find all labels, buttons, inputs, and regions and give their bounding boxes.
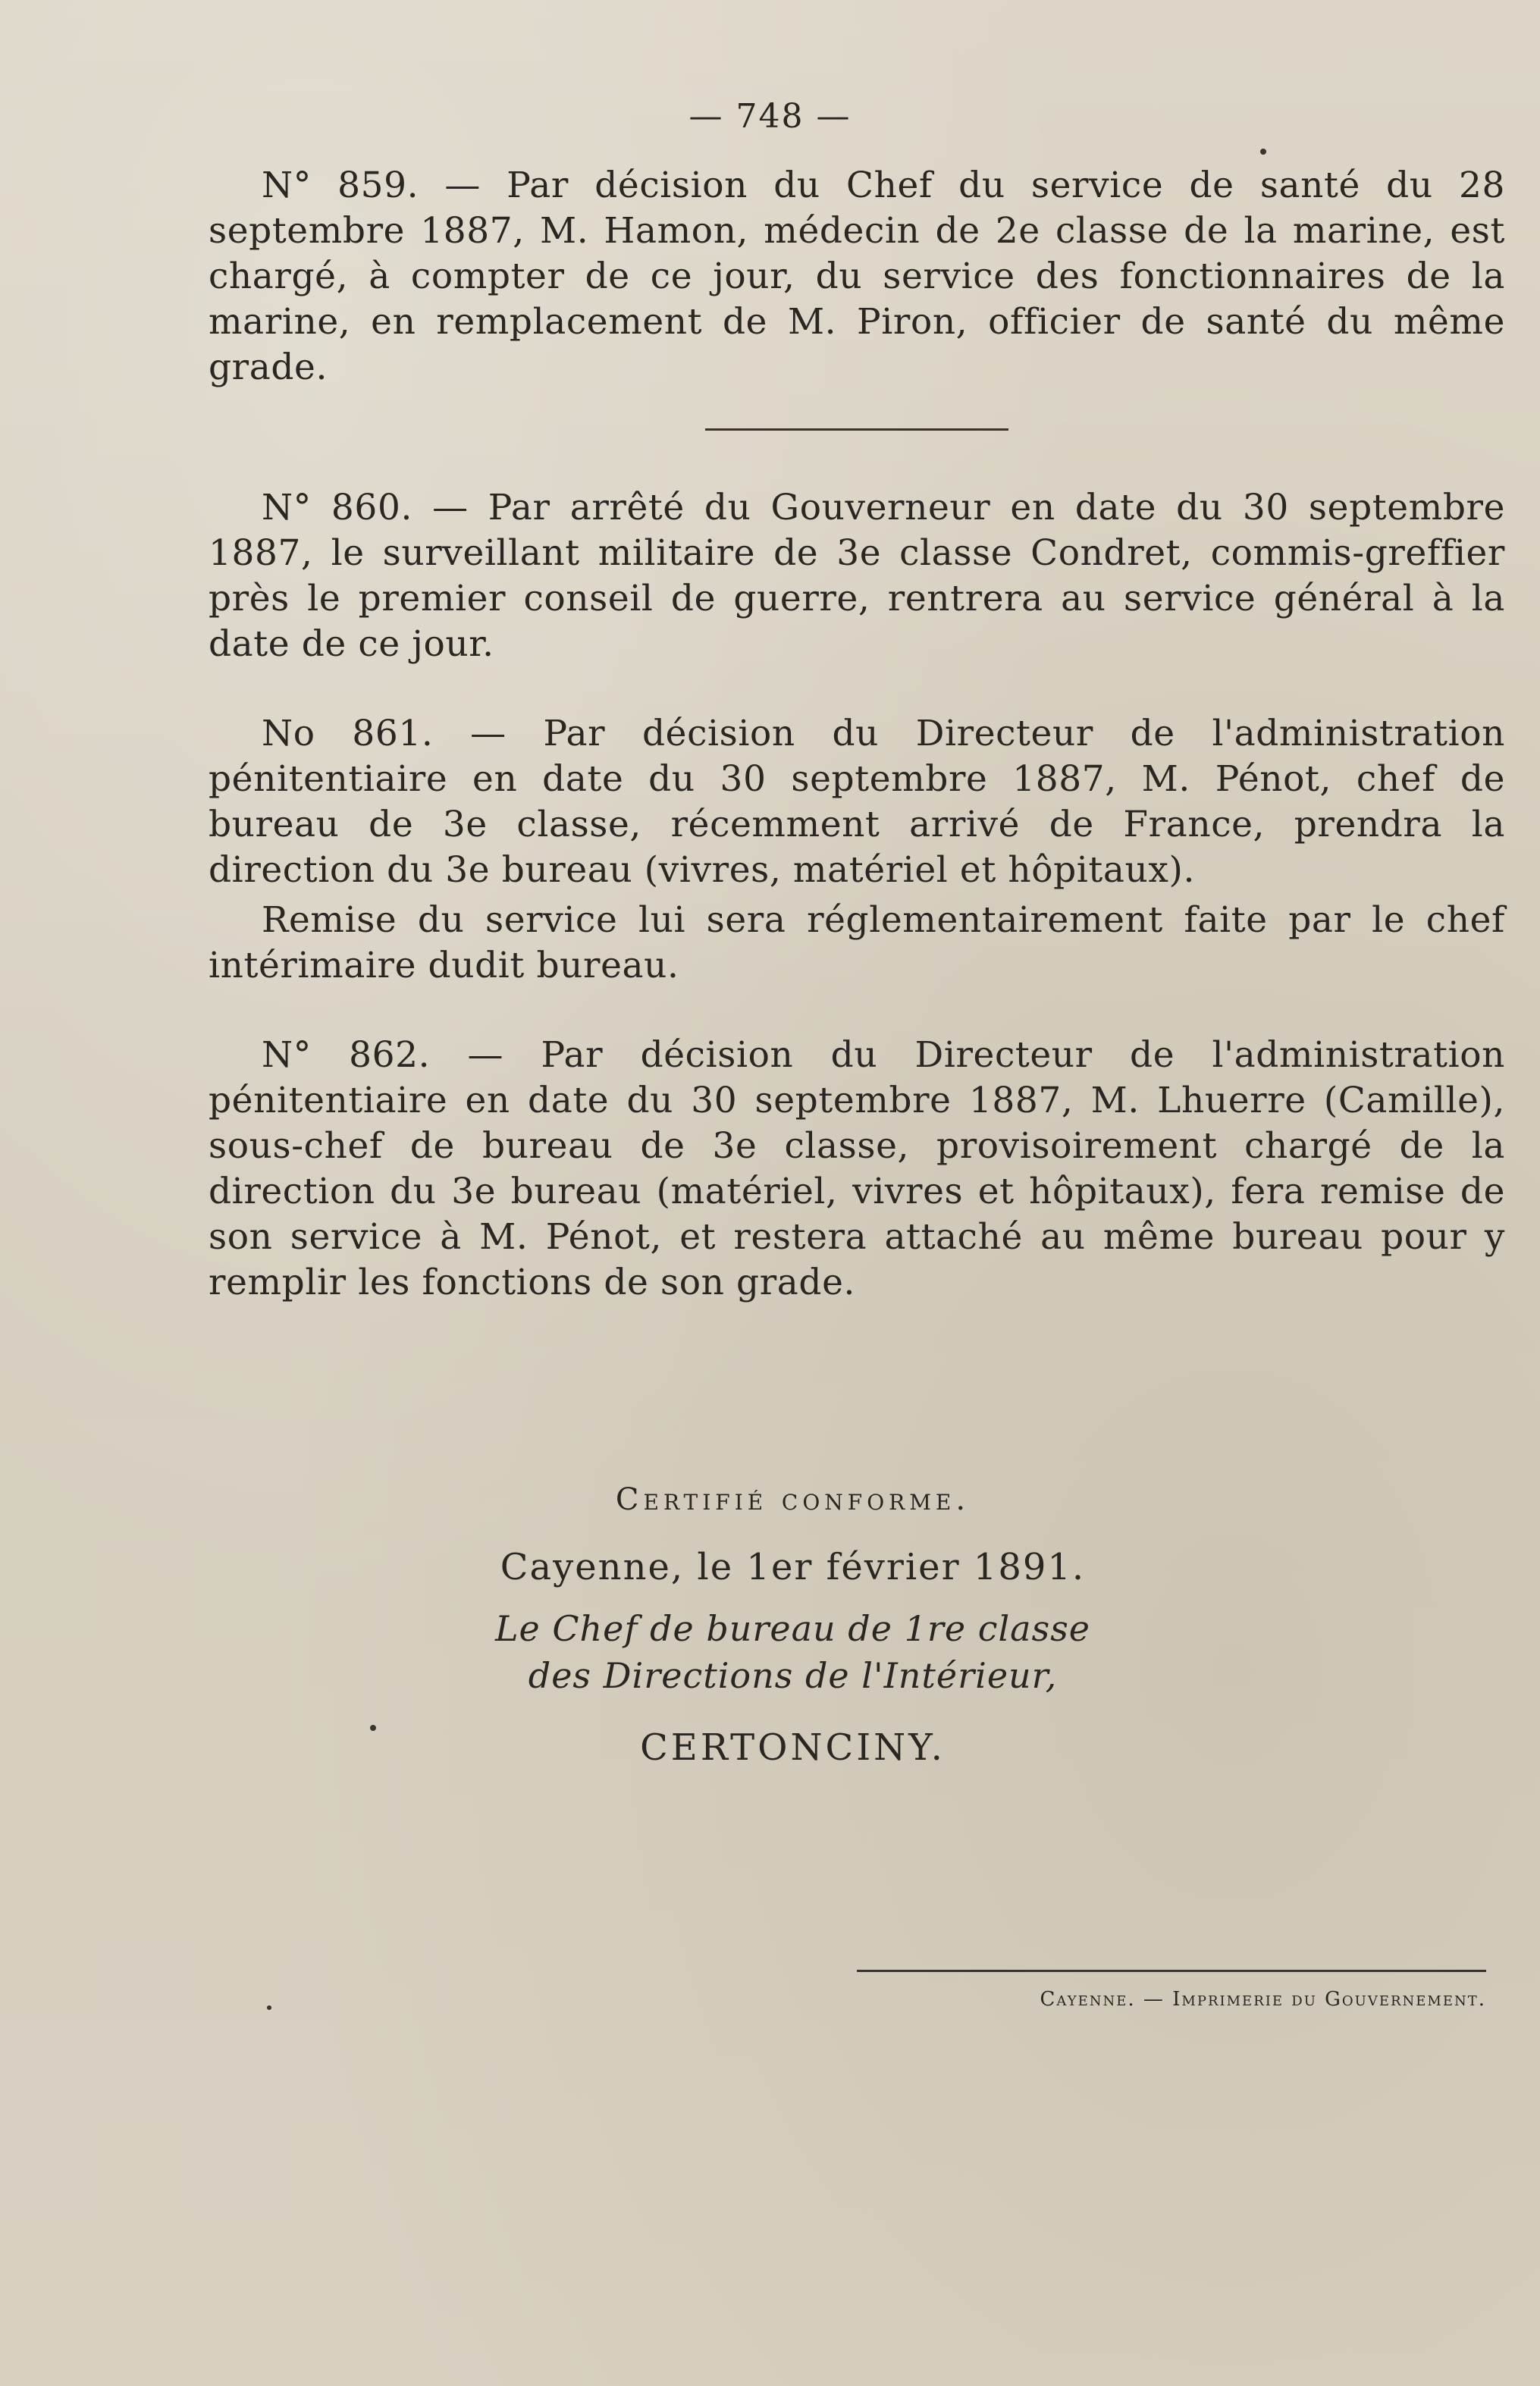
- entry-860: N° 860. — Par arrêté du Gouverneur en date du 30 septembre 1887, le surveillant militaire de 3e classe Condret, commis-greffier près le premier conseil de guerre, rentrera au service général à la date de ce jour.: [209, 487, 1505, 665]
- signature-block: [0, 1482, 1540, 1769]
- ink-speck: [370, 1725, 376, 1731]
- ink-speck: [267, 2005, 271, 2010]
- entry-861-remise: Remise du service lui sera réglementairement faite par le chef intérimaire dudit bureau.: [209, 899, 1505, 986]
- section-divider: [705, 428, 1008, 431]
- ink-speck: [1260, 149, 1266, 155]
- signer-name: CERTONCINY.: [640, 1726, 946, 1769]
- certified-line: Certifié conforme.: [615, 1482, 971, 1517]
- page-number: — 748 —: [688, 97, 852, 136]
- role-line-1: Le Chef de bureau de 1re classe: [494, 1608, 1091, 1649]
- role-line-2: des Directions de l'Intérieur,: [528, 1655, 1058, 1696]
- entry-859: N° 859. — Par décision du Chef du service de santé du 28 septembre 1887, M. Hamon, médecin de 2e classe de la marine, est chargé, à compter de ce jour, du service des fonctionnaires de la marine, en remplacement de M. Piron, officier de santé du même grade.: [209, 165, 1505, 388]
- printer-imprint: Cayenne. — Imprimerie du Gouvernement.: [1040, 1988, 1486, 2011]
- document-body: [209, 163, 1505, 1306]
- entry-861: No 861. — Par décision du Directeur de l'administration pénitentiaire en date du 30 septembre 1887, M. Pénot, chef de bureau de 3e classe, récemment arrivé de France, prendra la direction du 3e bureau (vivres, matériel et hôpitaux).: [209, 713, 1505, 891]
- place-date-line: Cayenne, le 1er février 1891.: [500, 1546, 1086, 1588]
- footer-divider: [857, 1970, 1486, 1972]
- entry-862: N° 862. — Par décision du Directeur de l'administration pénitentiaire en date du 30 septembre 1887, M. Lhuerre (Camille), sous-chef de bureau de 3e classe, provisoirement chargé de la direction du 3e bureau (matériel, vivres et hôpitaux), fera remise de son service à M. Pénot, et restera attaché au même bureau pour y remplir les fonctions de son grade.: [209, 1034, 1505, 1303]
